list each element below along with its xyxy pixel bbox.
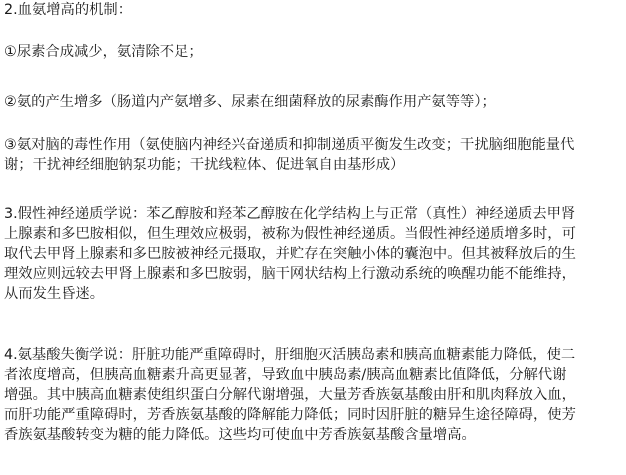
text-line: 香族氨基酸转变为糖的能力降低。这些均可使血中芳香族氨基酸含量增高。 [4, 427, 476, 443]
text-line: ②氨的产生增多（肠道内产氨增多、尿素在细菌释放的尿素酶作用产氨等等）； [4, 94, 496, 110]
text-line: 谢；干扰神经细胞钠泵功能；干扰线粒体、促进氧自由基形成） [4, 157, 405, 173]
section-heading-ammonia-mechanism [4, 0, 132, 20]
text-line: 增强。其中胰高血糖素使组织蛋白分解代谢增强，大量芳香族氨基酸由肝和肌肉释放入血， [4, 387, 576, 403]
text-line: 上腺素和多巴胺相似，但生理效应极弱，被称为假性神经递质。当假性神经递质增多时，可 [4, 226, 576, 242]
text-line: 3.假性神经递质学说：苯乙醇胺和羟苯乙醇胺在化学结构上与正常（真性）神经递质去甲肾 [4, 206, 576, 222]
paragraph-point-3 [4, 135, 574, 175]
text-line: 理效应则远较去甲肾上腺素和多巴胺弱，脑干网状结构上行激动系统的唤醒功能不能维持， [4, 266, 576, 282]
paragraph-point-2 [4, 92, 496, 112]
paragraph-false-neurotransmitter [4, 204, 576, 304]
text-line: 4.氨基酸失衡学说：肝脏功能严重障碍时，肝细胞灭活胰岛素和胰高血糖素能力降低，使二 [4, 347, 576, 363]
text-line: 而肝功能严重障碍时，芳香族氨基酸的降解能力降低；同时因肝脏的糖异生途径障碍，使芳 [4, 407, 576, 423]
text-line: ③氨对脑的毒性作用（氨使脑内神经兴奋递质和抑制递质平衡发生改变；干扰脑细胞能量代 [4, 137, 575, 153]
text-line: 者浓度增高，但胰高血糖素升高更显著，导致血中胰岛素/胰高血糖素比值降低，分解代谢 [4, 367, 567, 383]
paragraph-point-1 [4, 42, 203, 62]
paragraph-amino-acid-imbalance [4, 345, 576, 445]
text-line: 取代去甲肾上腺素和多巴胺被神经元摄取，并贮存在突触小体的囊泡中。但其被释放后的生 [4, 246, 576, 262]
text-line: ①尿素合成减少，氨清除不足； [4, 44, 203, 60]
text-line: 从而发生昏迷。 [4, 286, 105, 302]
text-line: 2.血氨增高的机制： [4, 2, 133, 18]
